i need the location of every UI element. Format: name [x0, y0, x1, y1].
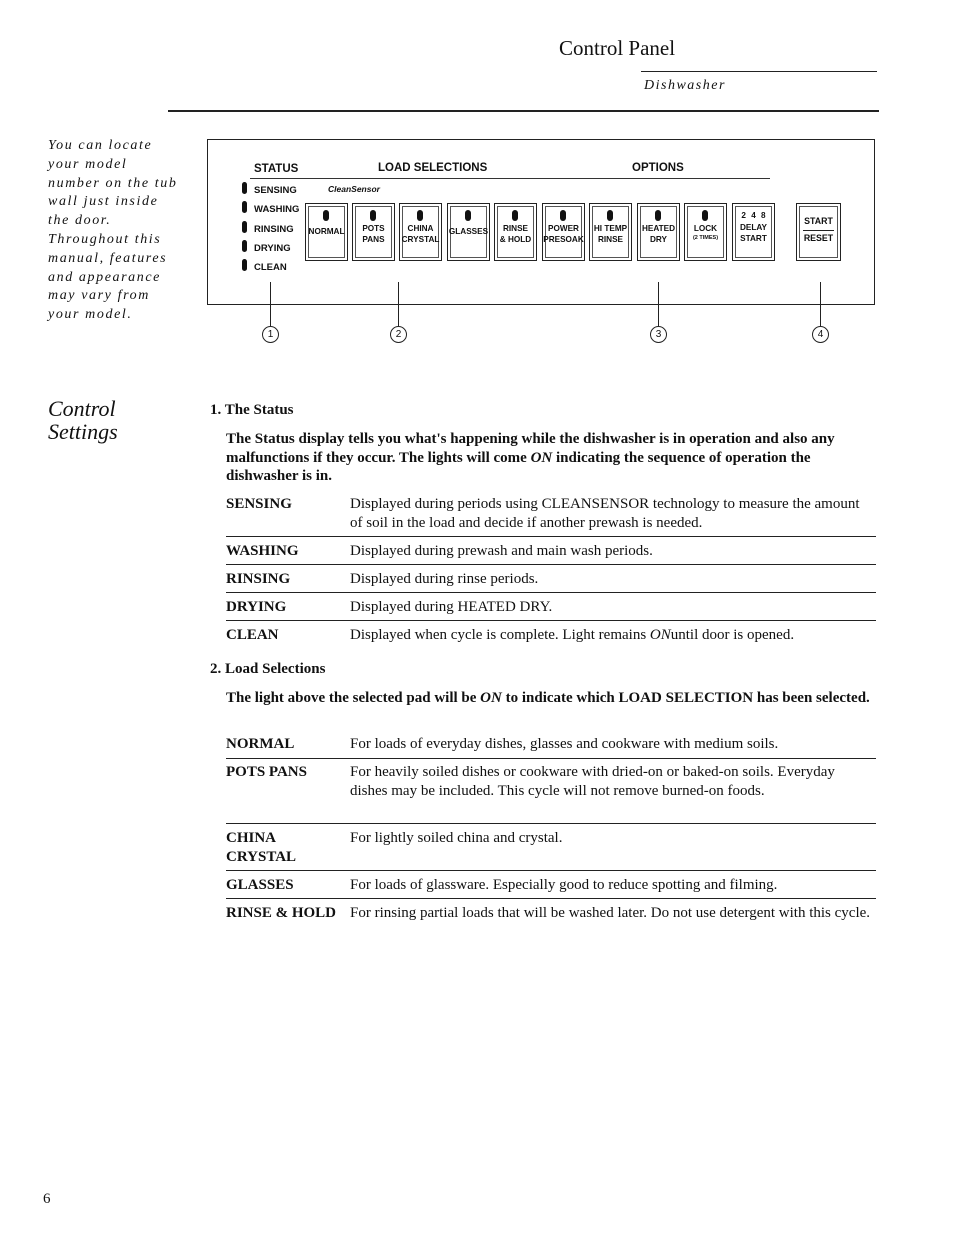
- row-divider: [226, 536, 876, 537]
- delay-hours: 2 4 8: [741, 211, 766, 220]
- desc-rinsing: Displayed during rinse periods.: [350, 571, 539, 587]
- pad-label: GLASSES: [448, 227, 489, 236]
- desc-text: until door is opened.: [670, 627, 795, 643]
- row-divider: [226, 758, 876, 759]
- desc-china-crystal: For lightly soiled china and crystal.: [350, 830, 563, 846]
- pad-label: LOCK: [693, 224, 718, 233]
- load-selections-heading: LOAD SELECTIONS: [378, 162, 488, 174]
- pad-power-presoak[interactable]: [542, 203, 585, 261]
- pad-glasses[interactable]: [447, 203, 490, 261]
- callout-line-2: [398, 282, 399, 326]
- callout-4: 4: [812, 326, 829, 343]
- page-subtitle: Dishwasher: [644, 78, 726, 93]
- pad-label: HEATED DRY: [641, 224, 676, 244]
- desc-clean: [350, 626, 875, 645]
- pad-label: HI TEMP RINSE: [593, 224, 628, 244]
- desc-text: Displayed when cycle is complete. Light remains: [350, 627, 650, 643]
- status-heading: STATUS: [254, 163, 299, 175]
- callout-1: 1: [262, 326, 279, 343]
- term-normal: NORMAL: [226, 736, 295, 752]
- callout-line-3: [658, 282, 659, 326]
- pad-label: NORMAL: [308, 227, 345, 236]
- header-divider-short: [641, 71, 877, 72]
- cleansensor-label: CleanSensor: [328, 184, 380, 194]
- term-glasses: GLASSES: [226, 877, 294, 893]
- term-rinsing: RINSING: [226, 571, 291, 587]
- desc-glasses: For loads of glassware. Especially good to reduce spotting and filming.: [350, 877, 778, 893]
- callout-line-4: [820, 282, 821, 326]
- term-rinse-hold: RINSE & HOLD: [226, 905, 337, 921]
- term-washing: WASHING: [226, 543, 299, 559]
- term-china-crystal: CHINA CRYSTAL: [226, 830, 297, 865]
- side-note: You can locate your model number on the tub wall just inside the door. Throughout this manual, features and appearance may vary from your model.: [48, 138, 178, 323]
- desc-on: ON: [649, 627, 671, 643]
- desc-normal: For loads of everyday dishes, glasses and cookware with medium soils.: [350, 736, 779, 752]
- term-clean: CLEAN: [226, 627, 279, 643]
- row-divider: [226, 870, 876, 871]
- section-heading-status: 1. The Status: [210, 402, 294, 418]
- reset-label: RESET: [803, 233, 834, 243]
- pad-pots-pans[interactable]: [352, 203, 395, 261]
- status-label-drying: DRYING: [254, 243, 291, 254]
- intro-on: ON: [480, 690, 502, 706]
- start-reset-pad[interactable]: [796, 203, 841, 261]
- intro-text: The Status display tells you what's happening while the dishwasher is in operation and also any malfunctions if they occur. The lights will come: [226, 431, 835, 466]
- term-drying: DRYING: [226, 599, 287, 615]
- row-divider: [226, 592, 876, 593]
- intro-on: ON: [530, 449, 553, 466]
- term-pots-pans: POTS PANS: [226, 764, 307, 780]
- desc-washing: Displayed during prewash and main wash periods.: [350, 543, 653, 559]
- panel-heading-rule: [250, 178, 770, 179]
- pad-hi-temp-rinse[interactable]: [589, 203, 632, 261]
- pad-label: POTS PANS: [362, 224, 385, 244]
- pad-sublabel: (2 TIMES): [692, 235, 719, 241]
- desc-sensing: Displayed during periods using CLEANSENSOR technology to measure the amount of soil in the load and decide if another prewash is needed.: [350, 496, 860, 531]
- callout-2: 2: [390, 326, 407, 343]
- status-light-rinsing: [242, 221, 247, 233]
- row-divider: [226, 898, 876, 899]
- desc-drying: Displayed during HEATED DRY.: [350, 599, 553, 615]
- options-heading: OPTIONS: [632, 162, 684, 174]
- pad-label: DELAY START: [740, 223, 767, 243]
- row-divider: [226, 620, 876, 621]
- pad-china-crystal[interactable]: [399, 203, 442, 261]
- pad-delay-start[interactable]: [732, 203, 775, 261]
- pad-heated-dry[interactable]: [637, 203, 680, 261]
- status-label-clean: CLEAN: [254, 262, 287, 273]
- status-intro: [226, 430, 876, 486]
- row-divider: [226, 823, 876, 824]
- status-light-clean: [242, 259, 247, 271]
- pad-label: RINSE & HOLD: [499, 224, 532, 244]
- row-divider: [226, 564, 876, 565]
- status-light-sensing: [242, 182, 247, 194]
- callout-3: 3: [650, 326, 667, 343]
- status-label-washing: WASHING: [254, 204, 300, 215]
- page-title: Control Panel: [559, 36, 676, 60]
- desc-rinse-hold: For rinsing partial loads that will be washed later. Do not use detergent with this cycle.: [350, 905, 871, 921]
- start-label: START: [804, 216, 833, 226]
- control-settings-title: Control Settings: [48, 396, 118, 444]
- callout-line-1: [270, 282, 271, 326]
- section-heading-load-selections: 2. Load Selections: [210, 661, 326, 677]
- desc-pots-pans: For heavily soiled dishes or cookware with dried-on or baked-on soils. Everyday dishes may be included. This cycle will not remove burned-on foods.: [350, 764, 835, 799]
- pad-label: CHINA CRYSTAL: [401, 224, 440, 244]
- pad-rinse-hold[interactable]: [494, 203, 537, 261]
- pad-lock[interactable]: [684, 203, 727, 261]
- pad-normal[interactable]: [305, 203, 348, 261]
- intro-text: to indicate which LOAD SELECTION has been selected.: [501, 690, 870, 706]
- start-reset-divider: [803, 230, 834, 231]
- intro-text: indicating the sequence of operation the dishwasher is in.: [226, 449, 811, 484]
- load-selections-intro: [226, 689, 876, 708]
- header-divider: [168, 110, 879, 112]
- status-label-rinsing: RINSING: [254, 224, 294, 235]
- pad-label: POWER PRESOAK: [543, 224, 584, 244]
- status-light-washing: [242, 201, 247, 213]
- intro-text: The light above the selected pad will be: [226, 690, 481, 706]
- status-label-sensing: SENSING: [254, 185, 297, 196]
- status-light-drying: [242, 240, 247, 252]
- term-sensing: SENSING: [226, 496, 292, 512]
- page-number: 6: [43, 1191, 51, 1207]
